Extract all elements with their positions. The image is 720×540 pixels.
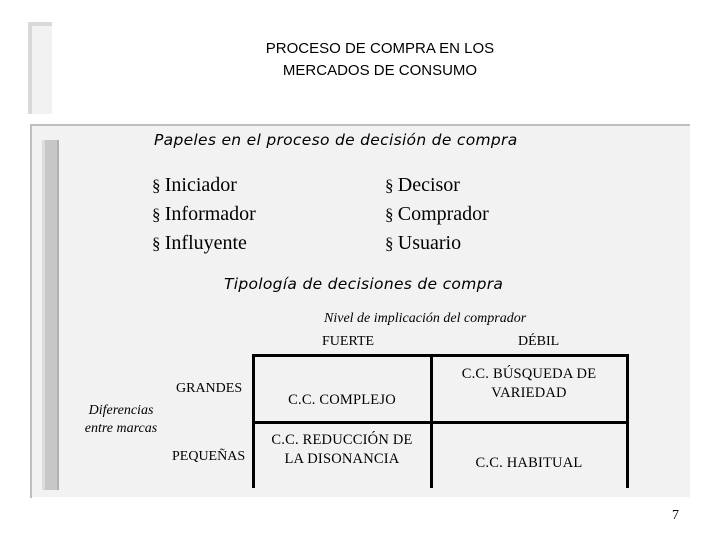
slide-title-line-1: PROCESO DE COMPRA EN LOS: [265, 40, 495, 57]
column-header-debil: DÉBIL: [518, 334, 560, 349]
title-frame-decoration: [28, 22, 52, 114]
row-axis-label-line-1: Diferencias: [88, 403, 154, 418]
role-item: § Iniciador: [152, 171, 256, 200]
panel-top-border: [30, 124, 690, 126]
slide-title-line-2: MERCADOS DE CONSUMO: [282, 62, 478, 79]
role-item: § Informador: [152, 200, 256, 229]
panel-side-stripe: [42, 140, 59, 490]
roles-list-right: [385, 171, 489, 258]
cell-reduccion-disonancia: [256, 431, 428, 469]
slide-title: [160, 38, 600, 82]
page-number: 7: [672, 508, 679, 523]
row-header-grandes: GRANDES: [176, 381, 243, 396]
cell-reduccion-disonancia-line-1: C.C. REDUCCIÓN DE: [271, 432, 413, 448]
cell-reduccion-disonancia-line-2: LA DISONANCIA: [284, 451, 400, 467]
column-header-fuerte: FUERTE: [322, 334, 375, 349]
cell-busqueda-variedad: [434, 365, 624, 403]
panel-left-border: [30, 124, 32, 498]
roles-heading: Papeles en el proceso de decisión de compra: [154, 131, 518, 149]
matrix-top-line: [252, 354, 629, 357]
matrix-middle-row-line: [252, 421, 629, 424]
row-header-pequenas: PEQUEÑAS: [172, 449, 246, 464]
role-item: § Usuario: [385, 229, 489, 258]
typology-heading: Tipología de decisiones de compra: [224, 275, 504, 293]
cell-busqueda-variedad-line-1: C.C. BÚSQUEDA DE: [461, 366, 597, 382]
cell-busqueda-variedad-line-2: VARIEDAD: [491, 385, 567, 401]
roles-list-left: [152, 171, 256, 258]
column-axis-label: Nivel de implicación del comprador: [324, 311, 527, 326]
role-item: § Influyente: [152, 229, 256, 258]
row-axis-label-line-2: entre marcas: [84, 421, 158, 436]
role-item: § Comprador: [385, 200, 489, 229]
role-item: § Decisor: [385, 171, 489, 200]
row-axis-label: [76, 402, 166, 438]
cell-complejo: C.C. COMPLEJO: [288, 392, 396, 408]
cell-habitual: C.C. HABITUAL: [475, 455, 583, 471]
